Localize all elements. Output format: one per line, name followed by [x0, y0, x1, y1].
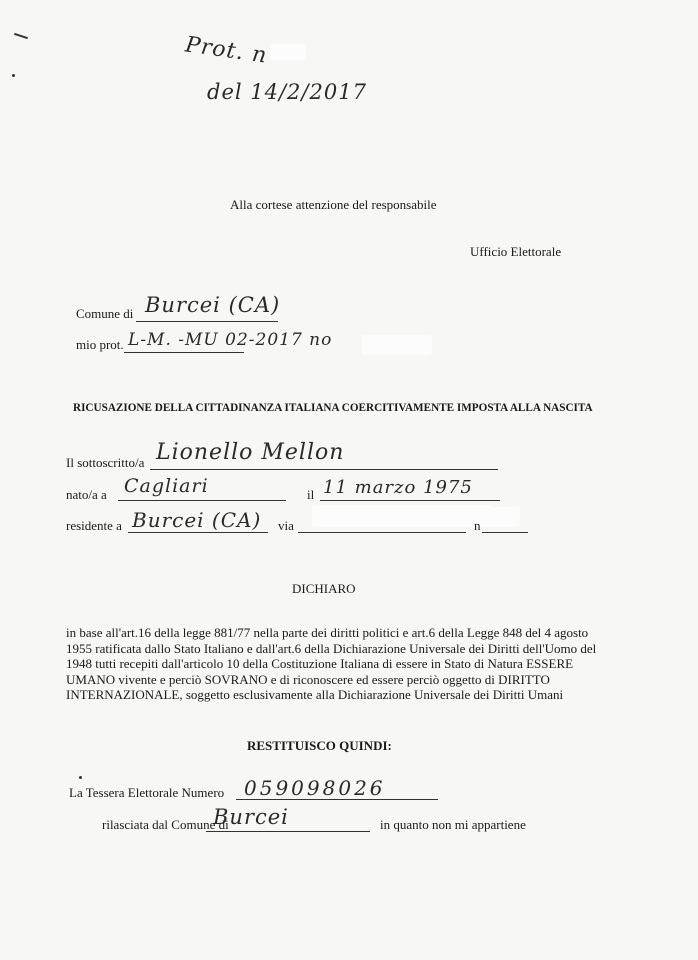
- restituisco-heading: RESTITUISCO QUINDI:: [247, 738, 392, 753]
- nato-city-value: Cagliari: [124, 475, 209, 497]
- sottoscritto-value: Lionello Mellon: [156, 440, 345, 465]
- sottoscritto-label: Il sottoscritto/a: [66, 455, 145, 470]
- mio-prot-label: mio prot.: [76, 337, 124, 352]
- document-title: RICUSAZIONE DELLA CITTADINANZA ITALIANA COERCITIVAMENTE IMPOSTA ALLA NASCITA: [73, 402, 593, 414]
- n-underline: [482, 532, 528, 533]
- scan-mark: [14, 33, 28, 39]
- birth-date-value: 11 marzo 1975: [323, 477, 473, 498]
- sottoscritto-underline: [150, 469, 498, 470]
- date-handwritten: del 14/2/2017: [207, 80, 367, 104]
- scan-dot: [12, 74, 15, 77]
- prot-handwritten-label: Prot. n: [183, 32, 269, 69]
- attention-line: Alla cortese attenzione del responsabile: [230, 197, 437, 212]
- rilasciata-label: rilasciata dal Comune di: [102, 817, 229, 832]
- comune-label: Comune di: [76, 306, 134, 321]
- dichiaro-heading: DICHIARO: [292, 581, 356, 596]
- residente-label: residente a: [66, 518, 122, 533]
- rilasciata-value: Burcei: [213, 805, 289, 829]
- via-label: via: [278, 518, 294, 533]
- redaction-address: [312, 505, 492, 527]
- redaction-prot: [362, 335, 432, 355]
- office-name: Ufficio Elettorale: [470, 244, 562, 259]
- redaction-prot-number: [270, 44, 306, 60]
- rilasciata-suffix: in quanto non mi appartiene: [380, 817, 526, 832]
- redaction-civic-number: [488, 507, 520, 527]
- declaration-text: in base all'art.16 della legge 881/77 nella parte dei diritti politici e art.6 della Legge 848 del 4 agosto 1955 ratificata dallo Stato Italiano e dall'art.6 della Dichiarazione Universale dei Diritti dell'Uomo del 1948 tutti recepiti dall'articolo 10 della Costituzione Italiana di essere in Stato di Natura ESSERE UMANO vivente e perciò SOVRANO e di riconoscere ed essere perciò oggetto di DIRITTO INTERNAZIONALE, soggetto esclusivamente alla Dichiarazione Universale dei Diritti Umani: [66, 625, 597, 702]
- tessera-underline: [236, 799, 438, 800]
- rilasciata-underline: [206, 831, 370, 832]
- nato-label: nato/a a: [66, 487, 107, 502]
- nato-underline: [118, 500, 286, 501]
- residente-underline: [128, 532, 268, 533]
- comune-value: Burcei (CA): [145, 293, 281, 317]
- comune-underline: [136, 321, 278, 322]
- tessera-label: La Tessera Elettorale Numero: [69, 785, 225, 800]
- il-label: il: [307, 487, 315, 502]
- scan-dot-2: [79, 776, 82, 779]
- residente-value: Burcei (CA): [132, 508, 262, 532]
- mio-prot-underline: [124, 352, 244, 353]
- n-label: n: [474, 518, 481, 533]
- mio-prot-value: L-M. -MU 02-2017 no: [128, 330, 333, 350]
- tessera-value: 059098026: [244, 776, 386, 800]
- via-underline: [298, 532, 466, 533]
- birth-date-underline: [320, 500, 500, 501]
